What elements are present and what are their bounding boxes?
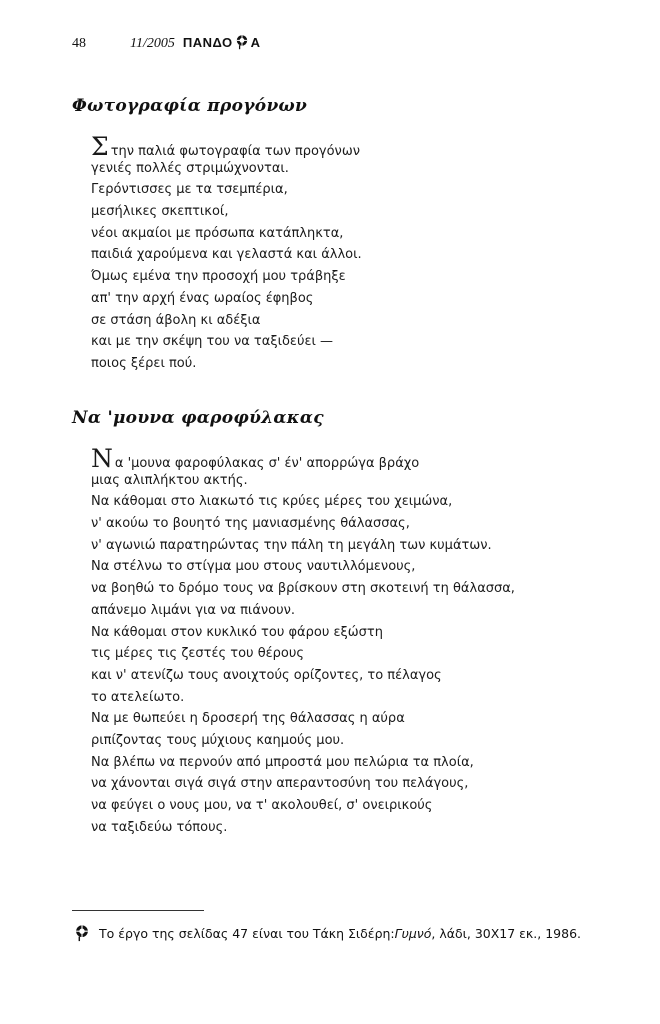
poem-line-text: Να κάθομαι στο λιακωτό τις κρύες μέρες του χειμώνα, <box>91 494 453 510</box>
poem-line-text: Γερόντισσες με τα τσεμπέρια, <box>91 182 288 198</box>
poem-line <box>91 665 515 687</box>
poem-line <box>91 244 362 266</box>
footnote-text-start: Το έργο της σελίδας 47 είναι του Τάκη Σιδέρη: <box>99 925 395 941</box>
drop-cap: Σ <box>91 132 109 161</box>
poem-line-text: Να με θωπεύει η δροσερή της θάλασσας η αύρα <box>91 711 405 727</box>
poem-line <box>91 622 515 644</box>
poem-line <box>91 752 515 774</box>
poem-line <box>91 600 515 622</box>
poem-line-text: να ταξιδεύω τόπους. <box>91 819 228 835</box>
poem-line-text: γενιές πολλές στριμώχνονται. <box>91 160 289 176</box>
poem-line-text: μιας αλιπλήκτου ακτής. <box>91 472 248 488</box>
poem-line-text: απάνεμο λιμάνι για να πιάνουν. <box>91 602 296 618</box>
poem-line <box>91 687 515 709</box>
poem-line-text: α 'μουνα φαροφύλακας σ' έν' απορρώγα βράχο <box>114 456 420 471</box>
poem-body-2 <box>91 444 515 838</box>
poem-line-text: την παλιά φωτογραφία των προγόνων <box>110 144 360 159</box>
poem-line <box>91 288 362 310</box>
poem-line-text: απ' την αρχή ένας ωραίος έφηβος <box>91 290 314 306</box>
footnote-work-title: Γυμνό <box>394 925 432 941</box>
poem-line-text: μεσήλικες σκεπτικοί, <box>91 204 229 220</box>
poem-line <box>91 535 515 557</box>
poem-line <box>91 444 515 473</box>
poem-title-2: Να 'μουνα φαροφύλακας <box>72 408 324 428</box>
poem-line <box>91 223 362 245</box>
footnote-divider <box>72 910 204 911</box>
poem-line-text: σε στάση άβολη κι αδέξια <box>91 312 261 328</box>
poem-line <box>91 708 515 730</box>
magazine-title <box>183 34 261 50</box>
pandora-logo-icon <box>234 34 250 50</box>
issue-date: 11/2005 <box>130 35 175 51</box>
poem-line-text: να χάνονται σιγά σιγά στην απεραντοσύνη του πελάγους, <box>91 776 469 792</box>
poem-line-text: ποιος ξέρει πού. <box>91 355 197 371</box>
poem-line <box>91 179 362 201</box>
poem-line-text: Όμως εμένα την προσοχή μου τράβηξε <box>91 269 346 285</box>
page-number: 48 <box>72 35 86 51</box>
poem-line <box>91 730 515 752</box>
poem-line <box>91 470 515 492</box>
poem-line-text: παιδιά χαρούμενα και γελαστά και άλλοι. <box>91 247 362 263</box>
poem-line-text: Να στέλνω το στίγμα μου στους ναυτιλλόμενους, <box>91 559 416 575</box>
magazine-title-end: Α <box>250 34 261 50</box>
poem-line-text: και με την σκέψη του να ταξιδεύει — <box>91 334 334 350</box>
pandora-logo-icon <box>73 924 91 942</box>
poem-line <box>91 353 362 375</box>
poem-line <box>91 773 515 795</box>
poem-line-text: το ατελείωτο. <box>91 689 185 705</box>
poem-line <box>91 795 515 817</box>
poem-line <box>91 201 362 223</box>
drop-cap: Ν <box>91 444 113 473</box>
poem-line <box>91 578 515 600</box>
poem-line <box>91 643 515 665</box>
footnote-text-end: , λάδι, 30X17 εκ., 1986. <box>431 925 582 941</box>
poem-line-text: νέοι ακμαίοι με πρόσωπα κατάπληκτα, <box>91 225 344 241</box>
poem-title-1: Φωτογραφία προγόνων <box>72 96 308 116</box>
poem-line <box>91 513 515 535</box>
poem-line <box>91 817 515 839</box>
poem-line-text: ριπίζοντας τους μύχιους καημούς μου. <box>91 732 345 748</box>
poem-line <box>91 491 515 513</box>
poem-line <box>91 158 362 180</box>
poem-line-text: ν' ακούω το βουητό της μανιασμένης θάλασσας, <box>91 516 410 532</box>
poem-line <box>91 556 515 578</box>
poem-line-text: να φεύγει ο νους μου, να τ' ακολουθεί, σ' ονειρικούς <box>91 798 433 813</box>
poem-line <box>91 266 362 288</box>
poem-line-text: και ν' ατενίζω τους ανοιχτούς ορίζοντες, το πέλαγος <box>91 667 442 683</box>
poem-line <box>91 331 362 353</box>
poem-body-1 <box>91 132 362 375</box>
magazine-title-start: ΠΑΝΔΟ <box>182 34 233 50</box>
poem-line-text: να βοηθώ το δρόμο τους να βρίσκουν στη σκοτεινή τη θάλασσα, <box>91 581 515 597</box>
poem-line <box>91 310 362 332</box>
poem-line <box>91 132 362 161</box>
poem-line-text: Να κάθομαι στον κυκλικό του φάρου εξώστη <box>91 624 383 640</box>
poem-line-text: τις μέρες τις ζεστές του θέρους <box>91 646 305 662</box>
poem-line-text: Να βλέπω να περνούν από μπροστά μου πελώρια τα πλοία, <box>91 754 474 770</box>
footnote <box>72 924 581 942</box>
page-header <box>72 34 261 54</box>
poem-line-text: ν' αγωνιώ παρατηρώντας την πάλη τη μεγάλη των κυμάτων. <box>91 537 492 553</box>
